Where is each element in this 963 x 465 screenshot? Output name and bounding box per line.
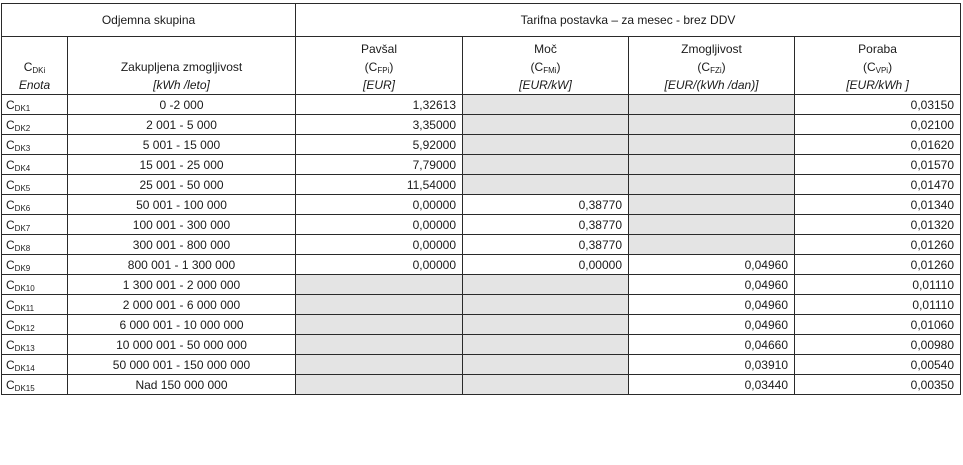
table-row: [2, 215, 961, 235]
capacity-range-cell: 50 001 - 100 000: [68, 195, 296, 215]
zmogljivost-cell: 0,03440: [629, 375, 795, 395]
pavsal-cell: [296, 335, 463, 355]
column-symbol-row: [2, 58, 961, 76]
capacity-range-cell: Nad 150 000 000: [68, 375, 296, 395]
poraba-cell: 0,01060: [795, 315, 961, 335]
poraba-cell: 0,02100: [795, 115, 961, 135]
moc-col-symbol: $(C_{FMi})$: [463, 58, 629, 76]
group-code-cell: $C_{DK8}$: [2, 235, 68, 255]
pavsal-cell: [296, 315, 463, 335]
group-code-cell: $C_{DK1}$: [2, 95, 68, 115]
poraba-cell: 0,01110: [795, 295, 961, 315]
poraba-cell: 0,01470: [795, 175, 961, 195]
zmogljivost-cell: 0,04960: [629, 315, 795, 335]
pavsal-cell: [296, 295, 463, 315]
zmogljivost-cell: 0,04960: [629, 275, 795, 295]
moc-cell: [463, 315, 629, 335]
poraba-cell: 0,01260: [795, 255, 961, 275]
poraba-cell: 0,01110: [795, 275, 961, 295]
zmogljivost-cell: [629, 175, 795, 195]
capacity-range-cell: 2 000 001 - 6 000 000: [68, 295, 296, 315]
group-code-cell: $C_{DK10}$: [2, 275, 68, 295]
capacity-range-cell: 5 001 - 15 000: [68, 135, 296, 155]
table-row: [2, 255, 961, 275]
moc-cell: [463, 115, 629, 135]
pavsal-cell: 5,92000: [296, 135, 463, 155]
capacity-range-cell: 50 000 001 - 150 000 000: [68, 355, 296, 375]
group-code-cell: $C_{DK12}$: [2, 315, 68, 335]
table-row: [2, 95, 961, 115]
capacity-range-cell: 2 001 - 5 000: [68, 115, 296, 135]
group-code-cell: $C_{DK5}$: [2, 175, 68, 195]
table-row: [2, 115, 961, 135]
moc-col-unit: [EUR/kW]: [463, 76, 629, 95]
moc-cell: 0,38770: [463, 215, 629, 235]
capacity-range-cell: 100 001 - 300 000: [68, 215, 296, 235]
pavsal-col-unit: [EUR]: [296, 76, 463, 95]
capacity-range-cell: 0 -2 000: [68, 95, 296, 115]
moc-cell: [463, 335, 629, 355]
pavsal-cell: [296, 355, 463, 375]
zmogljivost-col-unit: [EUR/(kWh /dan)]: [629, 76, 795, 95]
poraba-cell: 0,00350: [795, 375, 961, 395]
table-row: [2, 195, 961, 215]
pavsal-cell: 11,54000: [296, 175, 463, 195]
moc-cell: [463, 275, 629, 295]
zmogljivost-col-title: Zmogljivost: [629, 37, 795, 59]
poraba-cell: 0,01620: [795, 135, 961, 155]
pavsal-col-title: Pavšal: [296, 37, 463, 59]
zmogljivost-cell: [629, 155, 795, 175]
column-unit-row: [2, 76, 961, 95]
capacity-range-cell: 1 300 001 - 2 000 000: [68, 275, 296, 295]
pavsal-cell: 0,00000: [296, 255, 463, 275]
poraba-cell: 0,01260: [795, 235, 961, 255]
moc-cell: [463, 95, 629, 115]
capacity-range-cell: 6 000 001 - 10 000 000: [68, 315, 296, 335]
zmogljivost-cell: [629, 115, 795, 135]
pavsal-cell: 0,00000: [296, 215, 463, 235]
group-code-cell: $C_{DK15}$: [2, 375, 68, 395]
zmogljivost-cell: [629, 95, 795, 115]
poraba-cell: 0,01340: [795, 195, 961, 215]
moc-cell: [463, 295, 629, 315]
capacity-col-title: Zakupljena zmogljivost: [68, 58, 296, 76]
capacity-range-cell: 300 001 - 800 000: [68, 235, 296, 255]
pavsal-col-symbol: $(C_{FPi})$: [296, 58, 463, 76]
group-code-cell: $C_{DK9}$: [2, 255, 68, 275]
moc-cell: 0,38770: [463, 195, 629, 215]
group-code-cell: $C_{DK2}$: [2, 115, 68, 135]
table-row: [2, 295, 961, 315]
consumer-group-header: Odjemna skupina: [2, 4, 296, 37]
poraba-cell: 0,01570: [795, 155, 961, 175]
group-code-cell: $C_{DK11}$: [2, 295, 68, 315]
zmogljivost-cell: [629, 135, 795, 155]
group-code-cell: $C_{DK3}$: [2, 135, 68, 155]
group-code-cell: $C_{DK14}$: [2, 355, 68, 375]
table-row: [2, 375, 961, 395]
capacity-range-cell: 15 001 - 25 000: [68, 155, 296, 175]
capacity-range-cell: 25 001 - 50 000: [68, 175, 296, 195]
table-row: [2, 355, 961, 375]
pavsal-cell: 7,79000: [296, 155, 463, 175]
group-code-cell: $C_{DK13}$: [2, 335, 68, 355]
table-row: [2, 175, 961, 195]
column-title-row: [2, 37, 961, 59]
moc-cell: 0,00000: [463, 255, 629, 275]
zmogljivost-col-symbol: $(C_{FZi})$: [629, 58, 795, 76]
group-header-row: [2, 4, 961, 37]
table-row: [2, 235, 961, 255]
tariff-header: Tarifna postavka – za mesec - brez DDV: [296, 4, 961, 37]
pavsal-cell: [296, 375, 463, 395]
pavsal-cell: 1,32613: [296, 95, 463, 115]
moc-cell: [463, 355, 629, 375]
moc-cell: [463, 175, 629, 195]
zmogljivost-cell: [629, 195, 795, 215]
zmogljivost-cell: 0,04660: [629, 335, 795, 355]
capacity-col-title-empty: [68, 37, 296, 59]
moc-cell: 0,38770: [463, 235, 629, 255]
zmogljivost-cell: [629, 215, 795, 235]
poraba-col-title: Poraba: [795, 37, 961, 59]
zmogljivost-cell: [629, 235, 795, 255]
poraba-cell: 0,03150: [795, 95, 961, 115]
zmogljivost-cell: 0,04960: [629, 255, 795, 275]
code-col-unit: Enota: [2, 76, 68, 95]
moc-col-title: Moč: [463, 37, 629, 59]
pavsal-cell: 3,35000: [296, 115, 463, 135]
table-row: [2, 315, 961, 335]
capacity-range-cell: 800 001 - 1 300 000: [68, 255, 296, 275]
poraba-cell: 0,01320: [795, 215, 961, 235]
table-row: [2, 335, 961, 355]
zmogljivost-cell: 0,04960: [629, 295, 795, 315]
poraba-cell: 0,00540: [795, 355, 961, 375]
zmogljivost-cell: 0,03910: [629, 355, 795, 375]
tariff-table: [1, 3, 961, 395]
pavsal-cell: 0,00000: [296, 195, 463, 215]
poraba-cell: 0,00980: [795, 335, 961, 355]
table-row: [2, 155, 961, 175]
capacity-range-cell: 10 000 001 - 50 000 000: [68, 335, 296, 355]
pavsal-cell: 0,00000: [296, 235, 463, 255]
poraba-col-unit: [EUR/kWh ]: [795, 76, 961, 95]
group-code-cell: $C_{DK4}$: [2, 155, 68, 175]
table-row: [2, 275, 961, 295]
moc-cell: [463, 135, 629, 155]
code-col-title-empty: [2, 37, 68, 59]
capacity-col-unit: [kWh /leto]: [68, 76, 296, 95]
group-code-cell: $C_{DK6}$: [2, 195, 68, 215]
code-col-symbol: $C_{DKi}$: [2, 58, 68, 76]
group-code-cell: $C_{DK7}$: [2, 215, 68, 235]
pavsal-cell: [296, 275, 463, 295]
moc-cell: [463, 155, 629, 175]
poraba-col-symbol: $(C_{VPi})$: [795, 58, 961, 76]
table-row: [2, 135, 961, 155]
moc-cell: [463, 375, 629, 395]
